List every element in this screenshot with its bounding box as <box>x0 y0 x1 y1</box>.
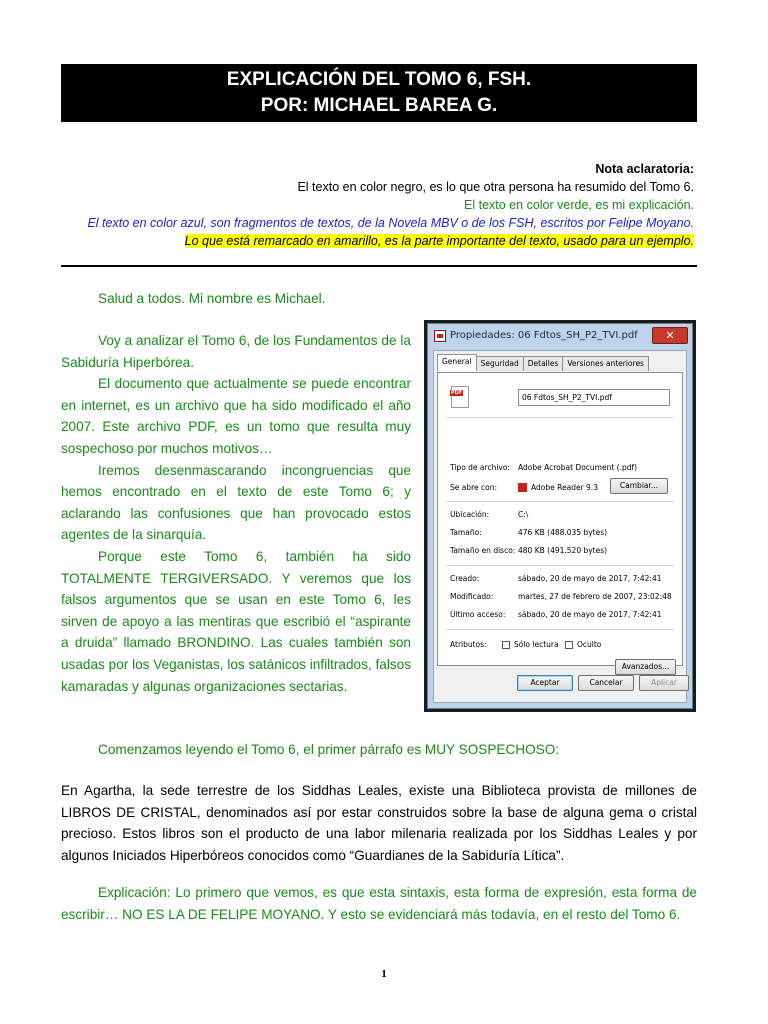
document-title <box>61 64 697 122</box>
title-line-2: POR: MICHAEL BAREA G. <box>260 95 498 116</box>
aplicar-button[interactable]: Aplicar <box>639 675 689 691</box>
atributos-label: Atributos: <box>450 640 487 649</box>
tamano-label: Tamaño: <box>450 528 482 537</box>
properties-dialog <box>427 323 693 709</box>
tamano-disco-label: Tamaño en disco: <box>450 546 516 555</box>
separator <box>446 565 674 566</box>
oculto-label: Oculto <box>577 640 602 649</box>
dialog-body <box>433 350 687 703</box>
paragraph-salud: Salud a todos. Mi nombre es Michael. <box>98 291 326 306</box>
paragraph-1: Voy a analizar el Tomo 6, de los Fundamentos de la Sabiduría Hiperbórea. <box>61 333 411 370</box>
tamano-value: 476 KB (488.035 bytes) <box>518 528 608 537</box>
solo-lectura-label: Sólo lectura <box>514 640 559 649</box>
tab-detalles[interactable]: Detalles <box>523 356 564 371</box>
filename-field[interactable]: 06 Fdtos_SH_P2_TVI.pdf <box>518 389 670 406</box>
aceptar-button[interactable]: Aceptar <box>517 675 573 691</box>
separator <box>446 501 674 502</box>
avanzados-button[interactable]: Avanzados... <box>615 659 676 675</box>
note-yellow-legend: Lo que está remarcado en amarillo, es la parte importante del texto, usado para un ejemplo. <box>184 234 694 248</box>
note-block <box>54 160 694 250</box>
tipo-value: Adobe Acrobat Document (.pdf) <box>518 463 638 472</box>
note-green-legend: El texto en color verde, es mi explicación. <box>464 198 694 212</box>
abre-label: Se abre con: <box>450 483 498 492</box>
note-blue-legend: El texto en color azul, son fragmentos de textos, de la Novela MBV o de los FSH, escritos por Felipe Moyano. <box>87 216 694 230</box>
abre-value: Adobe Reader 9.3 <box>531 483 598 492</box>
cancelar-button[interactable]: Cancelar <box>578 675 634 691</box>
ubicacion-label: Ubicación: <box>450 510 490 519</box>
note-black-legend: El texto en color negro, es lo que otra persona ha resumido del Tomo 6. <box>297 180 694 194</box>
title-line-1: EXPLICACIÓN DEL TOMO 6, FSH. <box>226 69 532 90</box>
acceso-value: sábado, 20 de mayo de 2017, 7:42:41 <box>518 610 662 619</box>
creado-label: Creado: <box>450 574 480 583</box>
separator <box>446 629 674 630</box>
left-column <box>61 330 411 697</box>
paragraph-explicacion: Explicación: Lo primero que vemos, es que esta sintaxis, esta forma de expresión, esta forma de escribir… NO ES LA DE FELIPE MOYANO. Y esto se evidenciará más todavía, en el resto del Tomo 6. <box>61 885 697 922</box>
modificado-value: martes, 27 de febrero de 2007, 23:02:48 <box>518 592 672 601</box>
paragraph-agartha-quote: En Agartha, la sede terrestre de los Siddhas Leales, existe una Biblioteca provista de millones de LIBROS DE CRISTAL, denominados así por estar construidos sobre la base de alguna gema o cristal precioso. Estos libros son el producto de una labor milenaria realizada por los Siddhas Leales y por algunos Iniciados Hiperbóreos conocidos como “Guardianes de la Sabiduría Lítica”. <box>61 783 697 863</box>
page-number: 1 <box>381 968 387 980</box>
note-heading: Nota aclaratoria: <box>595 162 694 176</box>
paragraph-3: Iremos desenmascarando incongruencias que hemos encontrado en el texto de este Tomo 6; y aclarando las confusiones que han provocado estos agentes de la sinarquía. <box>61 462 411 543</box>
tipo-label: Tipo de archivo: <box>450 463 510 472</box>
acceso-label: Último acceso: <box>450 610 506 619</box>
general-panel <box>437 372 683 671</box>
solo-lectura-checkbox[interactable] <box>502 641 510 649</box>
cambiar-button[interactable]: Cambiar... <box>610 478 668 494</box>
tab-seguridad[interactable]: Seguridad <box>476 356 524 371</box>
paragraph-2: El documento que actualmente se puede encontrar en internet, es un archivo que ha sido modificado el año 2007. Este archivo PDF, es un tomo que resulta muy sospechoso por muchos motivos… <box>61 376 411 456</box>
paragraph-comenzamos: Comenzamos leyendo el Tomo 6, el primer párrafo es MUY SOSPECHOSO: <box>98 742 560 757</box>
tab-bar <box>437 356 648 372</box>
tab-versiones-anteriores[interactable]: Versiones anteriores <box>562 356 649 371</box>
creado-value: sábado, 20 de mayo de 2017, 7:42:41 <box>518 574 662 583</box>
oculto-checkbox[interactable] <box>565 641 573 649</box>
separator <box>446 417 674 418</box>
dialog-title: Propiedades: 06 Fdtos_SH_P2_TVI.pdf <box>450 330 638 341</box>
adobe-reader-icon <box>518 483 527 492</box>
tamano-disco-value: 480 KB (491.520 bytes) <box>518 546 608 555</box>
close-button[interactable]: ✕ <box>652 327 688 344</box>
properties-dialog-screenshot <box>424 320 696 712</box>
tab-general[interactable]: General <box>437 354 477 371</box>
modificado-label: Modificado: <box>450 592 494 601</box>
divider <box>61 265 697 267</box>
ubicacion-value: C:\ <box>518 510 529 519</box>
paragraph-4: Porque este Tomo 6, también ha sido TOTALMENTE TERGIVERSADO. Y veremos que los falsos argumentos que se usan en este Tomo 6, les sirven de apoyo a las mentiras que escribió el “aspirante a druida” llamado BRONDINO. Las cuales también son usadas por los Veganistas, los satánicos infiltrados, falsos kamaradas y algunas organizaciones sectarias. <box>61 548 411 694</box>
pdf-document-icon <box>451 386 469 408</box>
